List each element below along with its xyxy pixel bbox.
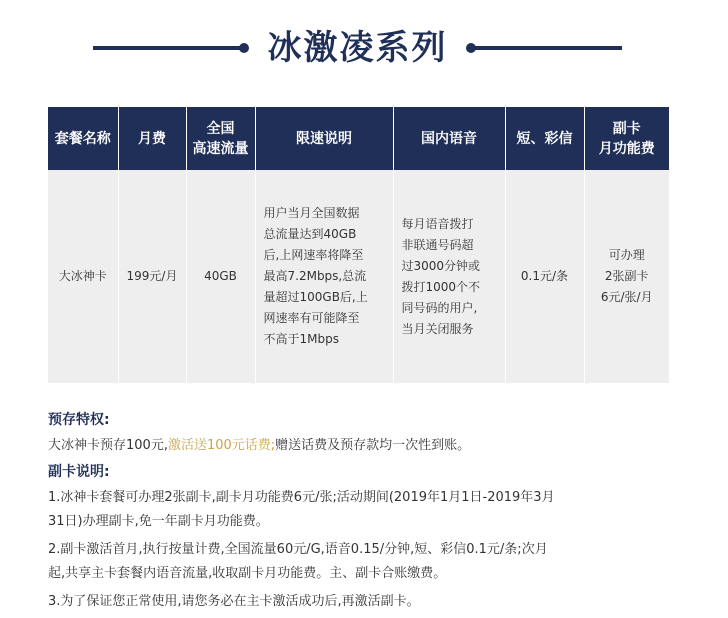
cell-speed-limit: 用户当月全国数据 总流量达到40GB 后,上网速率将降至 最高7.2Mbps,总流 量超过100GB后,上 网速率有可能降至 不高于1Mbps: [255, 170, 393, 383]
notes-section: [48, 410, 678, 614]
prestore-heading: 预存特权:: [48, 412, 110, 428]
secondary-item-3: 3.为了保证您正常使用,请您务必在主卡激活成功后,再激活副卡。: [48, 594, 420, 609]
cell-plan-name: 大冰神卡: [48, 170, 118, 383]
header-secondary-card-fee: 副卡 月功能费: [584, 107, 669, 170]
header-monthly-fee: 月费: [118, 107, 186, 170]
page-title: 冰激凌系列: [267, 28, 448, 68]
prestore-text: 大冰神卡预存100元,激活送100元话费;赠送话费及预存款均一次性到账。: [48, 438, 471, 453]
page-header: [0, 0, 728, 90]
secondary-heading: 副卡说明:: [48, 464, 110, 480]
secondary-item-2: 2.副卡激活首月,执行按量计费,全国流量60元/G,语音0.15/分钟,短、彩信0.1元/条;次月 起,共享主卡套餐内语音流量,收取副卡月功能费。主、副卡合账缴费。: [48, 542, 548, 581]
header-plan-name: 套餐名称: [48, 107, 118, 170]
header-speed-limit: 限速说明: [255, 107, 393, 170]
cell-secondary-card-fee: 可办理 2张副卡 6元/张/月: [584, 170, 669, 383]
header-sms-mms: 短、彩信: [505, 107, 584, 170]
secondary-item-1: 1.冰神卡套餐可办理2张副卡,副卡月功能费6元/张;活动期间(2019年1月1日-2019年3月 31日)办理副卡,免一年副卡月功能费。: [48, 490, 555, 529]
title-decoration-left: [93, 46, 245, 50]
table-row: [48, 170, 669, 383]
header-national-data: 全国 高速流量: [186, 107, 255, 170]
cell-national-data: 40GB: [186, 170, 255, 383]
prestore-highlight: 激活送100元话费;: [167, 438, 276, 453]
cell-domestic-voice: 每月语音拨打 非联通号码超 过3000分钟或 拨打1000个不 同号码的用户, 当月关闭服务: [393, 170, 505, 383]
table-header-row: [48, 107, 669, 170]
title-decoration-right: [470, 46, 622, 50]
cell-sms-mms: 0.1元/条: [505, 170, 584, 383]
plan-table: [48, 107, 669, 383]
cell-monthly-fee: 199元/月: [118, 170, 186, 383]
header-domestic-voice: 国内语音: [393, 107, 505, 170]
